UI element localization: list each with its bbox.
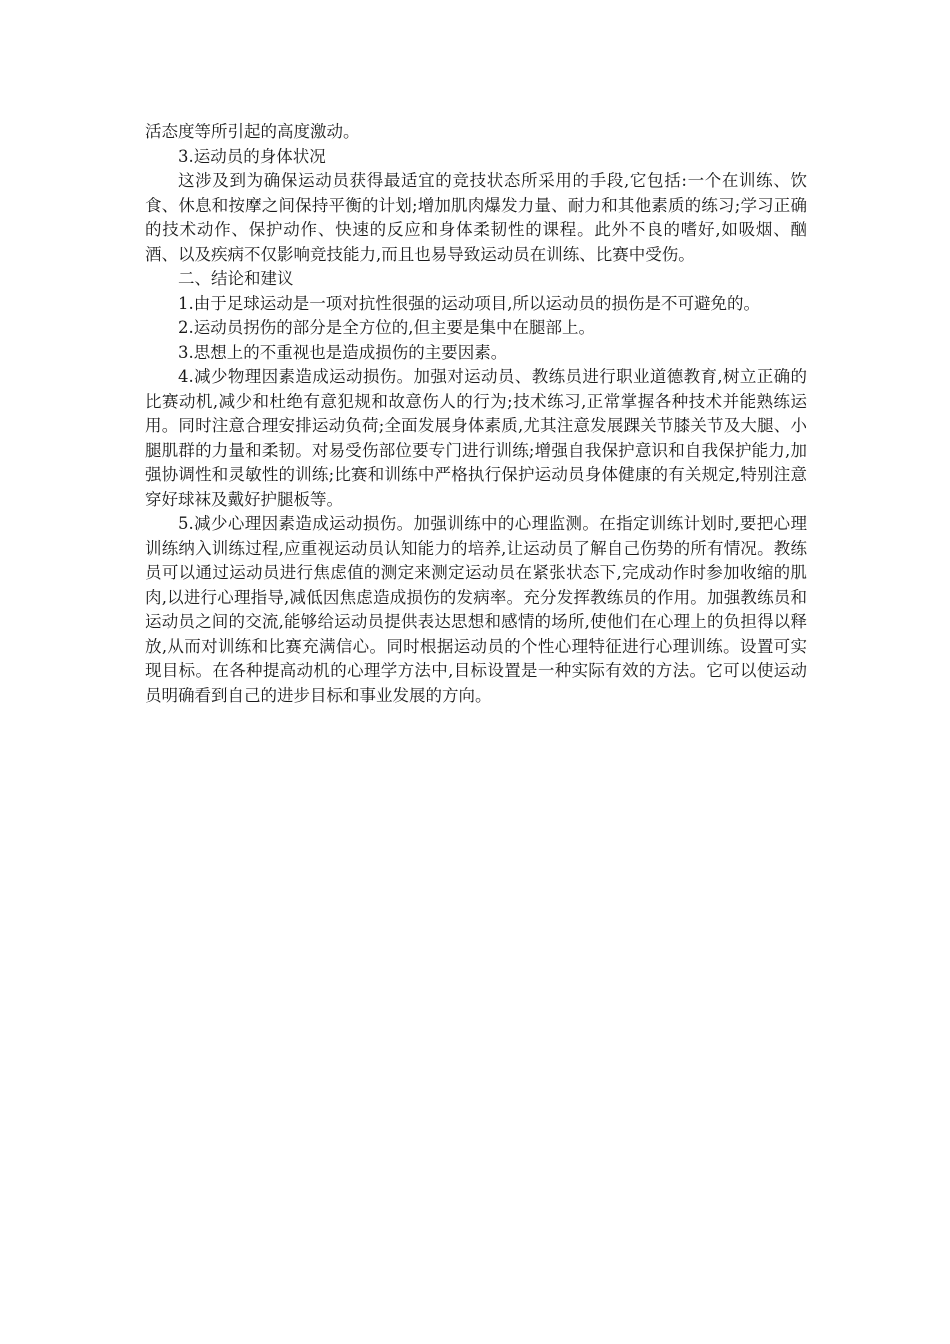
conclusion-item-5: 5.减少心理因素造成运动损伤。加强训练中的心理监测。在指定训练计划时,要把心理训练纳入训练过程,应重视运动员认知能力的培养,让运动员了解自己伤势的所有情况。教练员可以通过运动员进行焦虑值的测定来测定运动员在紧张状态下,完成动作时参加收缩的肌肉,以进行心理指导,减低因焦虑造成损伤的发病率。充分发挥教练员的作用。加强教练员和运动员之间的交流,能够给运动员提供表达思想和感情的场所,使他们在心理上的负担得以释放,从而对训练和比赛充满信心。同时根据运动员的个性心理特征进行心理训练。设置可实现目标。在各种提高动机的心理学方法中,目标设置是一种实际有效的方法。它可以使运动员明确看到自己的进步目标和事业发展的方向。 [145,514,807,705]
conclusion-item-1: 1.由于足球运动是一项对抗性很强的运动项目,所以运动员的损伤是不可避免的。 [178,293,760,313]
section-heading-conclusions: 二、结论和建议 [178,269,294,288]
conclusion-item-3: 3.思想上的不重视也是造成损伤的主要因素。 [178,342,508,362]
conclusion-item-2: 2.运动员拐伤的部分是全方位的,但主要是集中在腿部上。 [178,318,595,337]
document-body [145,120,807,708]
conclusion-item-4: 4.减少物理因素造成运动损伤。加强对运动员、教练员进行职业道德教育,树立正确的比赛动机,减少和杜绝有意犯规和故意伤人的行为;技术练习,正常掌握各种技术并能熟练运用。同时注意合理安排运动负荷;全面发展身体素质,尤其注意发展踝关节膝关节及大腿、小腿肌群的力量和柔韧。对易受伤部位要专门进行训练;增强自我保护意识和自我保护能力,加强协调性和灵敏性的训练;比赛和训练中严格执行保护运动员身体健康的有关规定,特别注意穿好球袜及戴好护腿板等。 [145,367,807,509]
paragraph-physical-condition: 这涉及到为确保运动员获得最适宜的竞技状态所采用的手段,它包括:一个在训练、饮食、休息和按摩之间保持平衡的计划;增加肌肉爆发力量、耐力和其他素质的练习;学习正确的技术动作、保护动作、快速的反应和身体柔韧性的课程。此外不良的嗜好,如吸烟、酗酒、以及疾病不仅影响竞技能力,而且也易导致运动员在训练、比赛中受伤。 [145,171,807,264]
section-heading-physical-condition: 3.运动员的身体状况 [178,146,326,166]
paragraph-continuation: 活态度等所引起的高度激动。 [145,122,360,141]
